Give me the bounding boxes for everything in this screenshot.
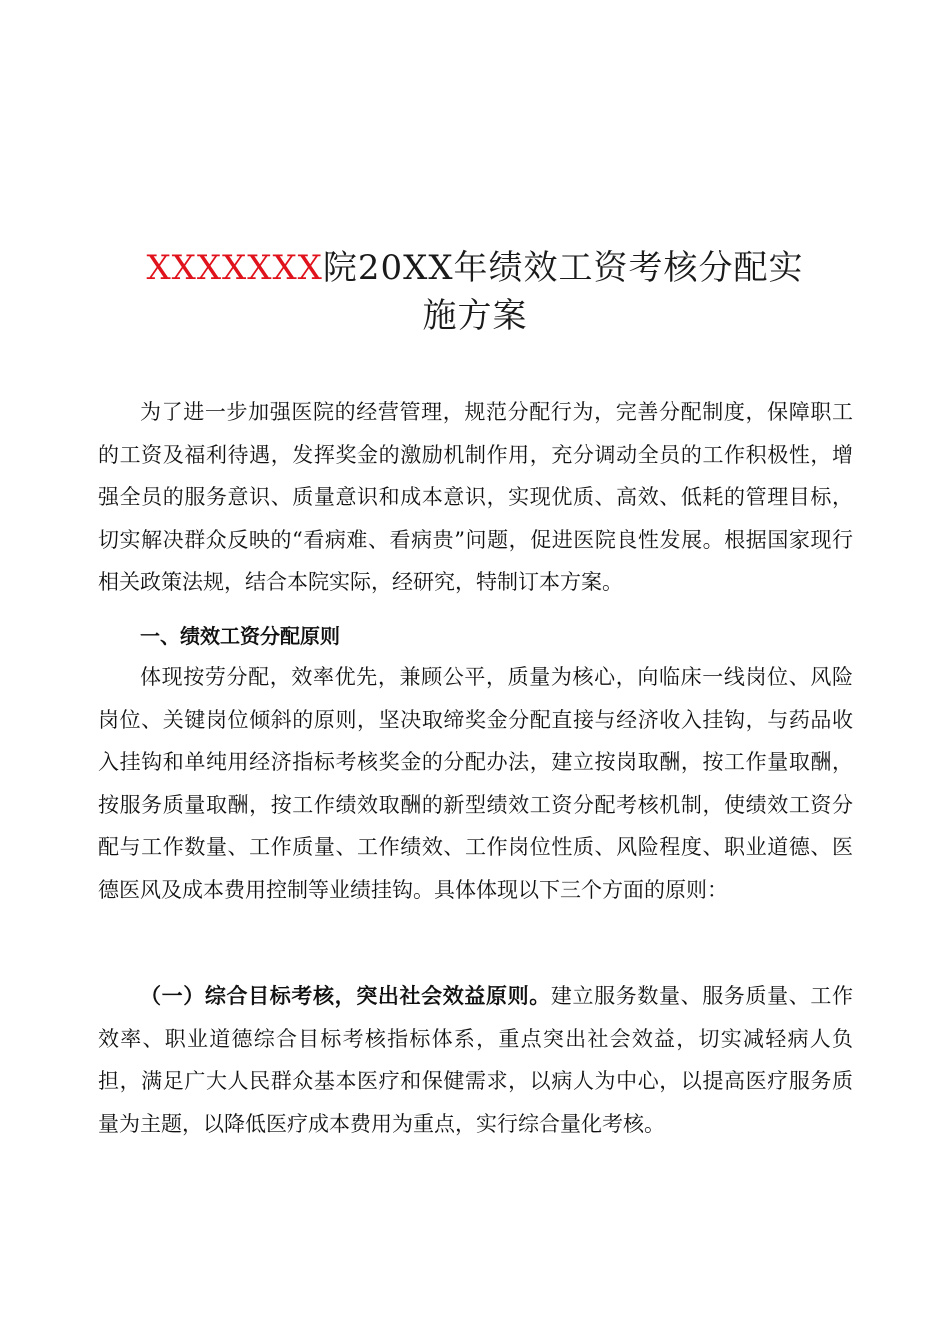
document-title-line2 xyxy=(0,291,950,341)
subsection-paragraph xyxy=(98,975,853,1145)
section-body-paragraph: 体现按劳分配，效率优先，兼顾公平，质量为核心，向临床一线岗位、风险岗位、关键岗位倾斜的原则，坚决取缔奖金分配直接与经济收入挂钩，与药品收入挂钩和单纯用经济指标考核奖金的分配办法，建立按岗取酬，按工作量取酬，按服务质量取酬，按工作绩效取酬的新型绩效工资分配考核机制，使绩效工资分配与工作数量、工作质量、工作绩效、工作岗位性质、风险程度、职业道德、医德医风及成本费用控制等业绩挂钩。具体体现以下三个方面的原则： xyxy=(98,665,853,902)
subsection-body: 建立服务数量、服务质量、工作效率、职业道德综合目标考核指标体系，重点突出社会效益，切实减轻病人负担，满足广大人民群众基本医疗和保健需求，以病人为中心，以提高医疗服务质量为主题，以降低医疗成本费用为重点，实行综合量化考核。 xyxy=(98,984,853,1136)
title-text-line2: 施方案 xyxy=(422,296,528,336)
document-title-line1 xyxy=(0,243,950,293)
title-text: 院20XX年绩效工资考核分配实 xyxy=(322,248,804,288)
intro-paragraph: 为了进一步加强医院的经营管理，规范分配行为，完善分配制度，保障职工的工资及福利待遇，发挥奖金的激励机制作用，充分调动全员的工作积极性，增强全员的服务意识、质量意识和成本意识，实现优质、高效、低耗的管理目标，切实解决群众反映的“看病难、看病贵”问题，促进医院良性发展。根据国家现行相关政策法规，结合本院实际，经研究，特制订本方案。 xyxy=(98,400,853,594)
section-heading: 一、绩效工资分配原则 xyxy=(140,624,340,648)
subsection-heading: （一）综合目标考核，突出社会效益原则。 xyxy=(140,984,551,1008)
title-hospital-name: XXXXXXX xyxy=(146,248,323,288)
